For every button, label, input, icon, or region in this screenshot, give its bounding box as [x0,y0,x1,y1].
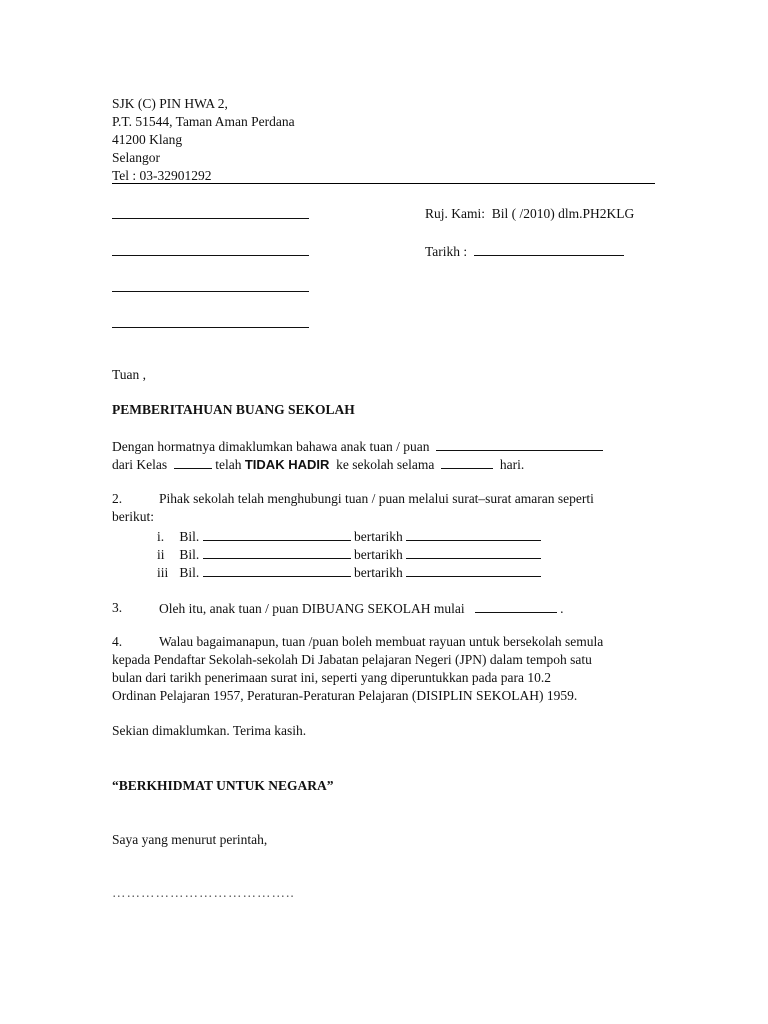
warning-item [157,545,541,564]
para4-line3: bulan dari tarikh penerimaan surat ini, seperti yang diperuntukkan pada para 10.2 [112,670,551,685]
para1-text: Dengan hormatnya dimaklumkan bahawa anak tuan / puan [112,439,430,454]
address-line-3: Selangor [112,150,160,165]
para3-period: . [560,601,564,616]
bil-label: Bil. [179,565,200,580]
date-line [425,242,624,261]
recipient-line-3 [112,291,309,292]
student-name-blank [436,437,603,451]
bertarikh-label: bertarikh [354,529,403,544]
closing-text: Sekian dimaklumkan. Terima kasih. [112,723,307,738]
tarikh-label: Tarikh : [425,244,468,259]
bertarikh-blank [406,527,541,541]
salutation: Tuan , [112,367,147,382]
warning-item [157,527,541,546]
item-number: iii [157,565,169,580]
ruj-value: Bil ( /2010) dlm.PH2KLG [491,206,635,221]
bil-blank [203,563,351,577]
motto: “BERKHIDMAT UNTUK NEGARA” [112,778,334,793]
item-number: i. [157,529,165,544]
letterhead-divider [112,183,655,184]
bertarikh-label: bertarikh [354,547,403,562]
bil-blank [203,527,351,541]
para2-line2: berikut: [112,509,154,524]
recipient-line-1 [112,218,309,219]
bertarikh-blank [406,545,541,559]
para4-line2: kepada Pendaftar Sekolah-sekolah Di Jabatan pelajaran Negeri (JPN) dalam tempoh satu [112,652,592,667]
hari-text: hari. [499,457,525,472]
recipient-line-2 [112,255,309,256]
para3-number: 3. [112,600,123,615]
para3-line [159,599,563,618]
para1-line2 [112,455,524,474]
bil-label: Bil. [179,529,200,544]
para4-number: 4. [112,634,123,649]
bertarikh-label: bertarikh [354,565,403,580]
para1-line1 [112,437,603,456]
telah-text: telah [215,457,242,472]
para2-line1: Pihak sekolah telah menghubungi tuan / puan melalui surat–surat amaran seperti [159,491,594,506]
recipient-line-4 [112,327,309,328]
dari-kelas-label: dari Kelas [112,457,168,472]
letter-subject: PEMBERITAHUAN BUANG SEKOLAH [112,402,355,417]
address-line-1: P.T. 51544, Taman Aman Perdana [112,114,295,129]
bil-label: Bil. [179,547,200,562]
tidak-hadir-text: TIDAK HADIR [244,457,330,472]
ke-sekolah-text: ke sekolah selama [336,457,435,472]
signoff: Saya yang menurut perintah, [112,832,268,847]
phone-number: Tel : 03-32901292 [112,168,212,183]
bertarikh-blank [406,563,541,577]
bil-blank [203,545,351,559]
expulsion-date-blank [475,599,557,613]
address-line-2: 41200 Klang [112,132,183,147]
ruj-label: Ruj. Kami: [425,206,485,221]
para4-line1: Walau bagaimanapun, tuan /puan boleh membuat rayuan untuk bersekolah semula [159,634,604,649]
days-blank [441,455,493,469]
para4-line4: Ordinan Pelajaran 1957, Peraturan-Peraturan Pelajaran (DISIPLIN SEKOLAH) 1959. [112,688,578,703]
signature-line: ……………………………….. [112,885,295,900]
class-blank [174,455,212,469]
para2-number: 2. [112,491,123,506]
reference-line [425,205,634,223]
warning-item [157,563,541,582]
item-number: ii [157,547,165,562]
school-name: SJK (C) PIN HWA 2, [112,96,228,111]
date-blank [474,242,624,256]
para3-text: Oleh itu, anak tuan / puan DIBUANG SEKOLAH mulai [159,601,465,616]
